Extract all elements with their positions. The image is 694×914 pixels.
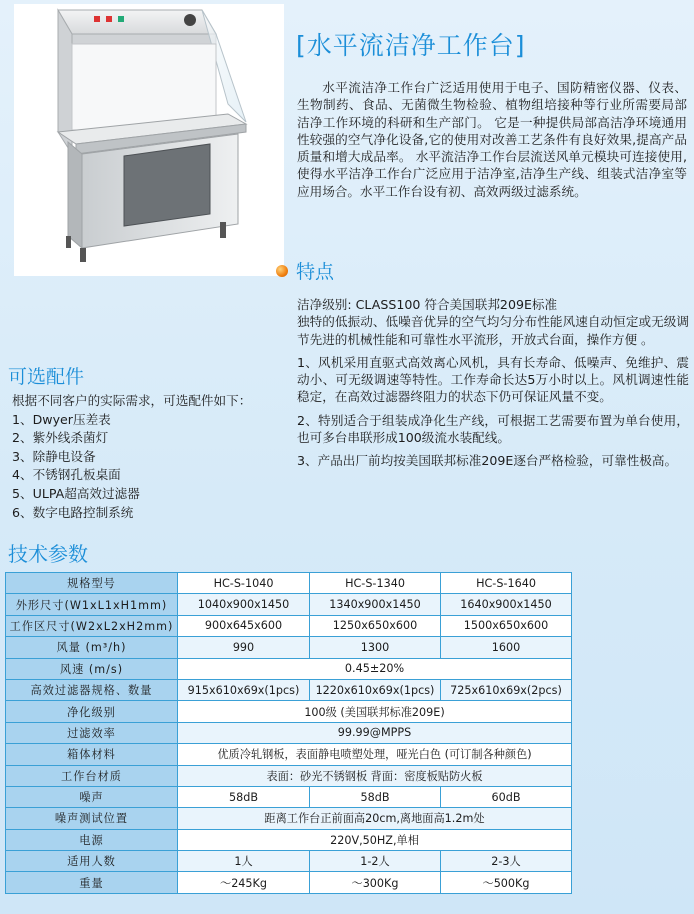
table-cell: 1300 <box>310 637 441 658</box>
table-cell: 1500x650x600 <box>441 615 572 636</box>
row-label: 噪声 <box>6 786 178 807</box>
table-row <box>6 701 572 722</box>
table-cell: 1220x610x69x(1pcs) <box>310 679 441 700</box>
page-title: [水平流洁净工作台] <box>296 31 526 60</box>
row-label: 过滤效率 <box>6 722 178 743</box>
model-name: HC-S-1040 <box>178 573 310 594</box>
table-cell: 725x610x69x(2pcs) <box>441 679 572 700</box>
row-label: 重量 <box>6 872 178 893</box>
row-label: 外形尺寸(W1xL1xH1mm) <box>6 594 178 615</box>
table-cell: 900x645x600 <box>178 615 310 636</box>
option-item: 3、除静电设备 <box>12 448 96 464</box>
option-item: 5、ULPA超高效过滤器 <box>12 485 140 501</box>
table-cell: 58dB <box>310 786 441 807</box>
table-cell: 1040x900x1450 <box>178 594 310 615</box>
row-label: 风量 (m³/h) <box>6 637 178 658</box>
table-cell: 990 <box>178 637 310 658</box>
table-row <box>6 851 572 872</box>
table-row <box>6 637 572 658</box>
features-heading: 特点 <box>276 257 334 284</box>
options-list <box>12 392 251 522</box>
feature-paragraph: 独特的低振动、低噪音优异的空气均匀分布性能风速自动恒定或无级调节先进的机械性能和可靠性水平流形，开放式台面，操作方便 。 <box>297 314 689 347</box>
row-label: 箱体材料 <box>6 744 178 765</box>
row-label: 电源 <box>6 829 178 850</box>
row-label: 适用人数 <box>6 851 178 872</box>
table-cell: 1-2人 <box>310 851 441 872</box>
model-name: HC-S-1340 <box>310 573 441 594</box>
table-row <box>6 722 572 743</box>
table-row <box>6 744 572 765</box>
row-label: 高效过滤器规格、数量 <box>6 679 178 700</box>
table-cell: ～245Kg <box>178 872 310 893</box>
row-label: 规格型号 <box>6 573 178 594</box>
table-row <box>6 615 572 636</box>
row-label: 净化级别 <box>6 701 178 722</box>
spec-table <box>5 572 572 894</box>
table-cell: 60dB <box>441 786 572 807</box>
feature-paragraph: 洁净级别: CLASS100 符合美国联邦209E标准 <box>297 297 558 312</box>
table-cell-merged: 表面：砂光不锈钢板 背面：密度板贴防火板 <box>178 765 572 786</box>
row-label: 工作区尺寸(W2xL2xH2mm) <box>6 615 178 636</box>
option-item: 6、数字电路控制系统 <box>12 504 134 520</box>
row-label: 工作台材质 <box>6 765 178 786</box>
feature-paragraph: 3、产品出厂前均按美国联邦标准209E逐台严格检验，可靠性极高。 <box>297 453 678 469</box>
table-cell-merged: 100级 (美国联邦标准209E) <box>178 701 572 722</box>
row-label: 风速 (m/s) <box>6 658 178 679</box>
table-cell: ～500Kg <box>441 872 572 893</box>
options-intro: 根据不同客户的实际需求，可选配件如下： <box>12 393 252 408</box>
clean-bench-product-image <box>14 4 284 276</box>
option-item: 2、紫外线杀菌灯 <box>12 430 109 446</box>
table-row <box>6 829 572 850</box>
table-cell: 2-3人 <box>441 851 572 872</box>
row-label: 噪声测试位置 <box>6 808 178 829</box>
specs-heading: 技术参数 <box>8 542 88 566</box>
table-cell: 1人 <box>178 851 310 872</box>
table-cell-merged: 99.99@MPPS <box>178 722 572 743</box>
table-row <box>6 594 572 615</box>
orange-bullet-icon <box>276 265 288 277</box>
table-row <box>6 658 572 679</box>
features-text <box>297 296 689 470</box>
table-cell: 1340x900x1450 <box>310 594 441 615</box>
table-row <box>6 679 572 700</box>
table-cell-merged: 0.45±20% <box>178 658 572 679</box>
table-cell: 915x610x69x(1pcs) <box>178 679 310 700</box>
table-row <box>6 786 572 807</box>
feature-paragraph: 2、特别适合于组装成净化生产线，可根据工艺需要布置为单台使用，也可多台串联形成100级流水装配线。 <box>297 412 689 446</box>
model-name: HC-S-1640 <box>441 573 572 594</box>
table-header-row <box>6 573 572 594</box>
table-cell: 1600 <box>441 637 572 658</box>
table-row <box>6 765 572 786</box>
table-cell: 58dB <box>178 786 310 807</box>
table-row <box>6 808 572 829</box>
table-cell-merged: 优质冷轧钢板，表面静电喷塑处理，哑光白色 (可订制各种颜色) <box>178 744 572 765</box>
intro-paragraph: 水平流洁净工作台广泛适用使用于电子、国防精密仪器、仪表、生物制药、食品、无菌微生物检验、植物组培接种等行业所需要局部洁净工作环境的科研和生产部门。 它是一种提供局部高洁净环境通用性较强的空气净化设备,它的使用对改善工艺条件有良好效果,提高产品质量和增大成品率。 水平流洁净工作台层流送风单元模块可连接使用,使得水平洁净工作台广泛应用于洁净室,洁净生产线、组装式洁净室等应用场合。水平工作台设有初、高效两级过滤系统。 <box>297 80 687 199</box>
option-item: 1、Dwyer压差表 <box>12 411 111 427</box>
table-cell: 1640x900x1450 <box>441 594 572 615</box>
table-cell: ～300Kg <box>310 872 441 893</box>
options-heading: 可选配件 <box>8 366 85 388</box>
table-cell: 1250x650x600 <box>310 615 441 636</box>
option-item: 4、不锈钢孔板桌面 <box>12 467 121 483</box>
table-cell-merged: 距离工作台正前面高20cm,离地面高1.2m处 <box>178 808 572 829</box>
table-cell-merged: 220V,50HZ,单相 <box>178 829 572 850</box>
feature-paragraph: 1、风机采用直驱式高效离心风机，具有长寿命、低噪声、免维护、震动小、可无级调速等特性。工作寿命长达5万小时以上。风机调速性能稳定，在高效过滤器终阻力的状态下仍可保证风量不变。 <box>297 354 689 405</box>
table-row <box>6 872 572 893</box>
